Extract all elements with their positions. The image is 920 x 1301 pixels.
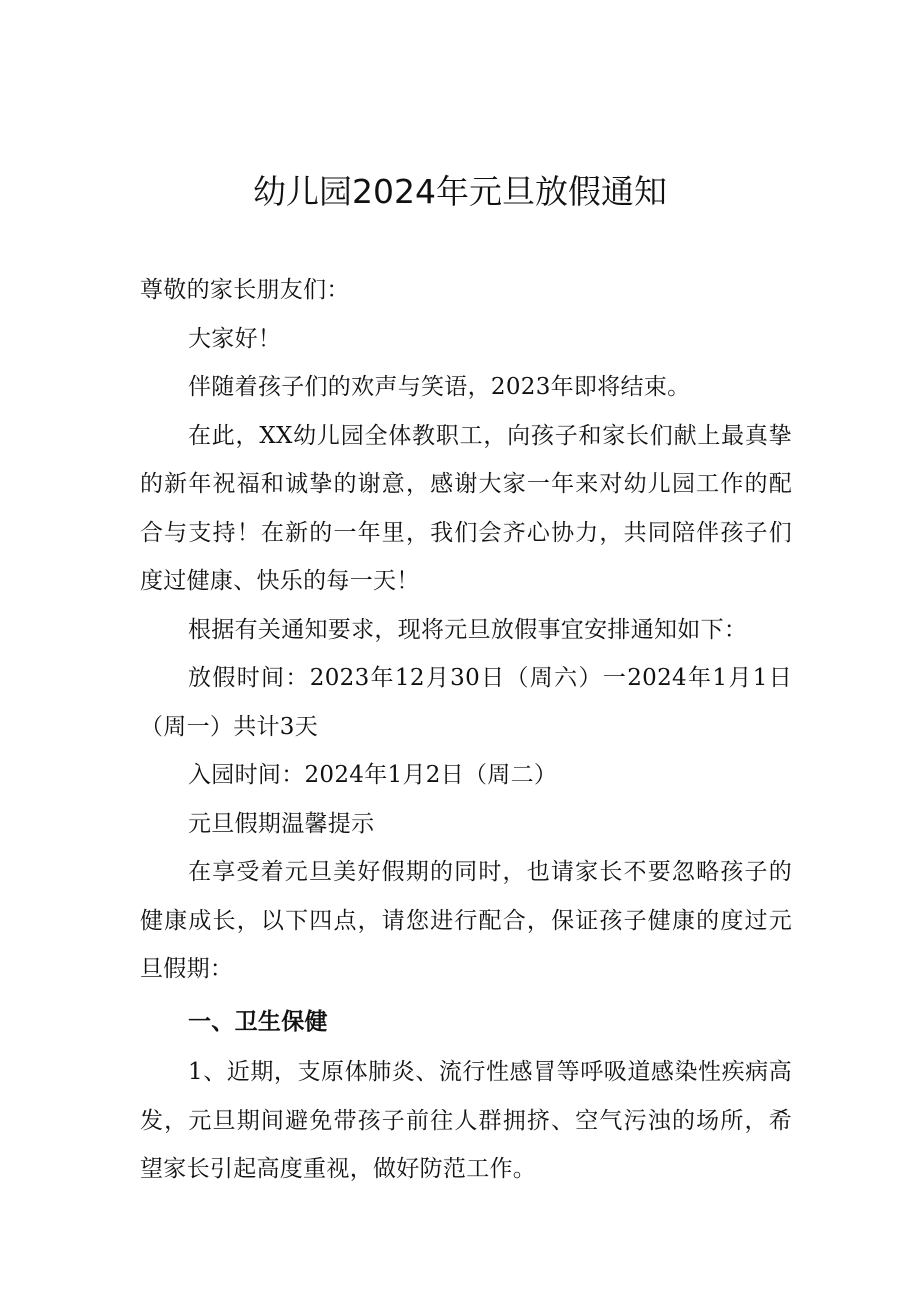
section-heading-hygiene: 一、卫生保健	[188, 1008, 328, 1035]
salutation: 尊敬的家长朋友们：	[140, 277, 350, 303]
section1-item1: 1、近期，支原体肺炎、流行性感冒等呼吸道感染性疾病高发，元旦期间避免带孩子前往人群拥挤、空气污浊的场所，希望家长引起高度重视，做好防范工作。	[140, 1059, 792, 1182]
tips-intro-paragraph: 在享受着元旦美好假期的同时，也请家长不要忽略孩子的健康成长，以下四点，请您进行配合，保证孩子健康的度过元旦假期：	[140, 859, 792, 982]
arrangement-paragraph: 根据有关通知要求，现将元旦放假事宜安排通知如下：	[188, 616, 748, 643]
tips-title: 元旦假期温馨提示	[188, 810, 375, 837]
intro-paragraph: 伴随着孩子们的欢声与笑语，2023年即将结束。	[188, 374, 691, 400]
wishes-paragraph: 在此，XX幼儿园全体教职工，向孩子和家长们献上最真挚的新年祝福和诚挚的谢意，感谢大家一年来对幼儿园工作的配合与支持！在新的一年里，我们会齐心协力，共同陪伴孩子们度过健康、快乐的每一天！	[140, 422, 792, 594]
return-time: 入园时间：2024年1月2日（周二）	[188, 762, 558, 788]
greeting: 大家好！	[188, 325, 282, 352]
document-title: 幼儿园2024年元旦放假通知	[253, 172, 667, 211]
holiday-time: 放假时间：2023年12月30日（周六）一2024年1月1日（周一）共计3天	[140, 665, 792, 740]
document-body	[140, 266, 792, 1194]
